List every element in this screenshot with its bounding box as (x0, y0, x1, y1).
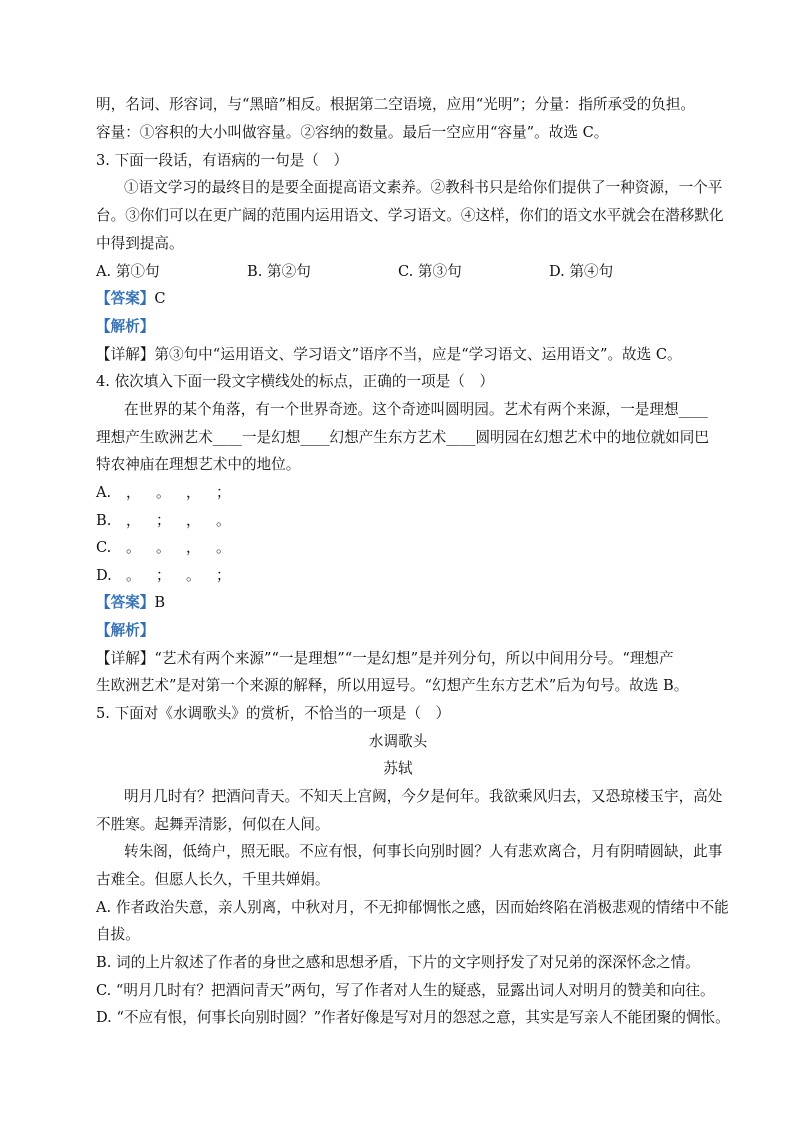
question-5-option-d: D. “不应有恨，何事长向别时圆？”作者好像是写对月的怨怼之意，其实是写亲人不能团聚的惆怅。 (96, 1009, 730, 1026)
mark-1: ， (126, 512, 141, 529)
answer-value: C (154, 290, 166, 307)
mark-1: 。 (126, 539, 141, 556)
question-5-option-b: B. 词的上片叙述了作者的身世之感和思想矛盾，下片的文字则抒发了对兄弟的深深怀念之情。 (96, 954, 700, 971)
mark-2: ； (156, 567, 171, 584)
question-4-option-d (96, 567, 700, 585)
question-4-passage-line-3: 特农神庙在理想艺术中的地位。 (96, 456, 301, 473)
question-5-option-c: C. “明月几时有？把酒问青天”两句，写了作者对人生的疑惑，显露出词人对明月的赞美和向往。 (96, 982, 715, 999)
question-3-answer (96, 290, 700, 308)
question-5-option-a-line-2: 自拔。 (96, 926, 140, 943)
question-3-passage-line-1: ①语文学习的最终目的是要全面提高语文素养。②教科书只是给你们提供了一种资源，一个平 (124, 179, 723, 196)
question-4-option-b (96, 512, 700, 530)
answer-tag: 【答案】 (96, 594, 155, 611)
mark-3: ， (186, 539, 201, 556)
poem-line-1: 明月几时有？把酒问青天。不知天上宫阙，今夕是何年。我欲乘风归去，又恐琼楼玉宇，高处 (124, 788, 723, 805)
mark-2: ； (156, 512, 171, 529)
question-5-stem: 5. 下面对《水调歌头》的赏析，不恰当的一项是（ ） (96, 705, 451, 722)
question-4-option-c (96, 539, 700, 557)
question-5-option-a-line-1: A. 作者政治失意，亲人别离，中秋对月，不无抑郁惆怅之感，因而始终陷在消极悲观的情绪中不能 (96, 899, 729, 916)
detail-text: 第③句中“运用语文、学习语文”语序不当，应是“学习语文、运用语文”。故选 C。 (154, 346, 682, 363)
question-4-option-a (96, 484, 700, 502)
question-3-stem: 3. 下面一段话，有语病的一句是（ ） (96, 152, 349, 169)
mark-4: 。 (216, 539, 231, 556)
option-d: D. 第④句 (549, 263, 614, 280)
mark-4: ； (216, 567, 231, 584)
answer-tag: 【答案】 (96, 290, 155, 307)
question-4-stem: 4. 依次填入下面一段文字横线处的标点，正确的一项是（ ） (96, 373, 495, 390)
question-4-detail-line-1 (96, 650, 700, 668)
question-4-passage-line-2: 理想产生欧洲艺术____一是幻想____幻想产生东方艺术____圆明园在幻想艺术中的地位就如同巴 (96, 429, 709, 446)
poem-author: 苏轼 (383, 760, 413, 777)
option-letter: C. (96, 539, 112, 556)
question-3-passage-line-3: 中得到提高。 (96, 235, 184, 252)
answer-value: B (154, 594, 166, 611)
option-letter: B. (96, 512, 112, 529)
mark-4: ； (216, 484, 231, 501)
q2-analysis-line-2: 容量：①容积的大小叫做容量。②容纳的数量。最后一空应用“容量”。故选 C。 (96, 124, 609, 141)
q2-analysis-line-1: 明，名词、形容词，与“黑暗”相反。根据第二空语境，应用“光明”；分量：指所承受的负担。 (96, 96, 696, 113)
question-3-detail (96, 346, 700, 364)
detail-text: “艺术有两个来源”“一是理想”“一是幻想”是并列分句，所以中间用分号。“理想产 (154, 650, 674, 667)
analysis-tag: 【解析】 (96, 622, 155, 639)
option-letter: A. (96, 484, 112, 501)
detail-tag: 【详解】 (96, 346, 155, 363)
option-a: A. 第①句 (96, 263, 160, 280)
mark-2: 。 (156, 484, 171, 501)
mark-2: 。 (156, 539, 171, 556)
mark-1: ， (126, 484, 141, 501)
poem-line-2: 不胜寒。起舞弄清影，何似在人间。 (96, 816, 330, 833)
mark-3: ， (186, 484, 201, 501)
option-b: B. 第②句 (247, 263, 311, 280)
detail-tag: 【详解】 (96, 650, 155, 667)
question-4-detail-line-2: 生欧洲艺术”是对第一个来源的解释，所以用逗号。“幻想产生东方艺术”后为句号。故选 B。 (96, 677, 689, 694)
analysis-tag: 【解析】 (96, 318, 155, 335)
mark-4: 。 (216, 512, 231, 529)
question-3-analysis-tag (96, 318, 700, 336)
question-3-passage-line-2: 台。③你们可以在更广阔的范围内运用语文、学习语文。④这样，你们的语文水平就会在潜移默化 (96, 207, 724, 224)
mark-3: 。 (186, 567, 201, 584)
question-3-options (96, 263, 700, 281)
option-letter: D. (96, 567, 112, 584)
question-4-passage-line-1: 在世界的某个角落，有一个世界奇迹。这个奇迹叫圆明园。艺术有两个来源，一是理想____ (124, 401, 708, 418)
option-c: C. 第③句 (398, 263, 462, 280)
poem-title: 水调歌头 (368, 733, 428, 750)
poem-line-3: 转朱阁，低绮户，照无眠。不应有恨，何事长向别时圆？人有悲欢离合，月有阴晴圆缺，此事 (124, 843, 723, 860)
mark-3: ， (186, 512, 201, 529)
question-4-answer (96, 594, 700, 612)
poem-line-4: 古难全。但愿人长久，千里共婵娟。 (96, 871, 330, 888)
question-4-analysis-tag (96, 622, 700, 640)
mark-1: 。 (126, 567, 141, 584)
